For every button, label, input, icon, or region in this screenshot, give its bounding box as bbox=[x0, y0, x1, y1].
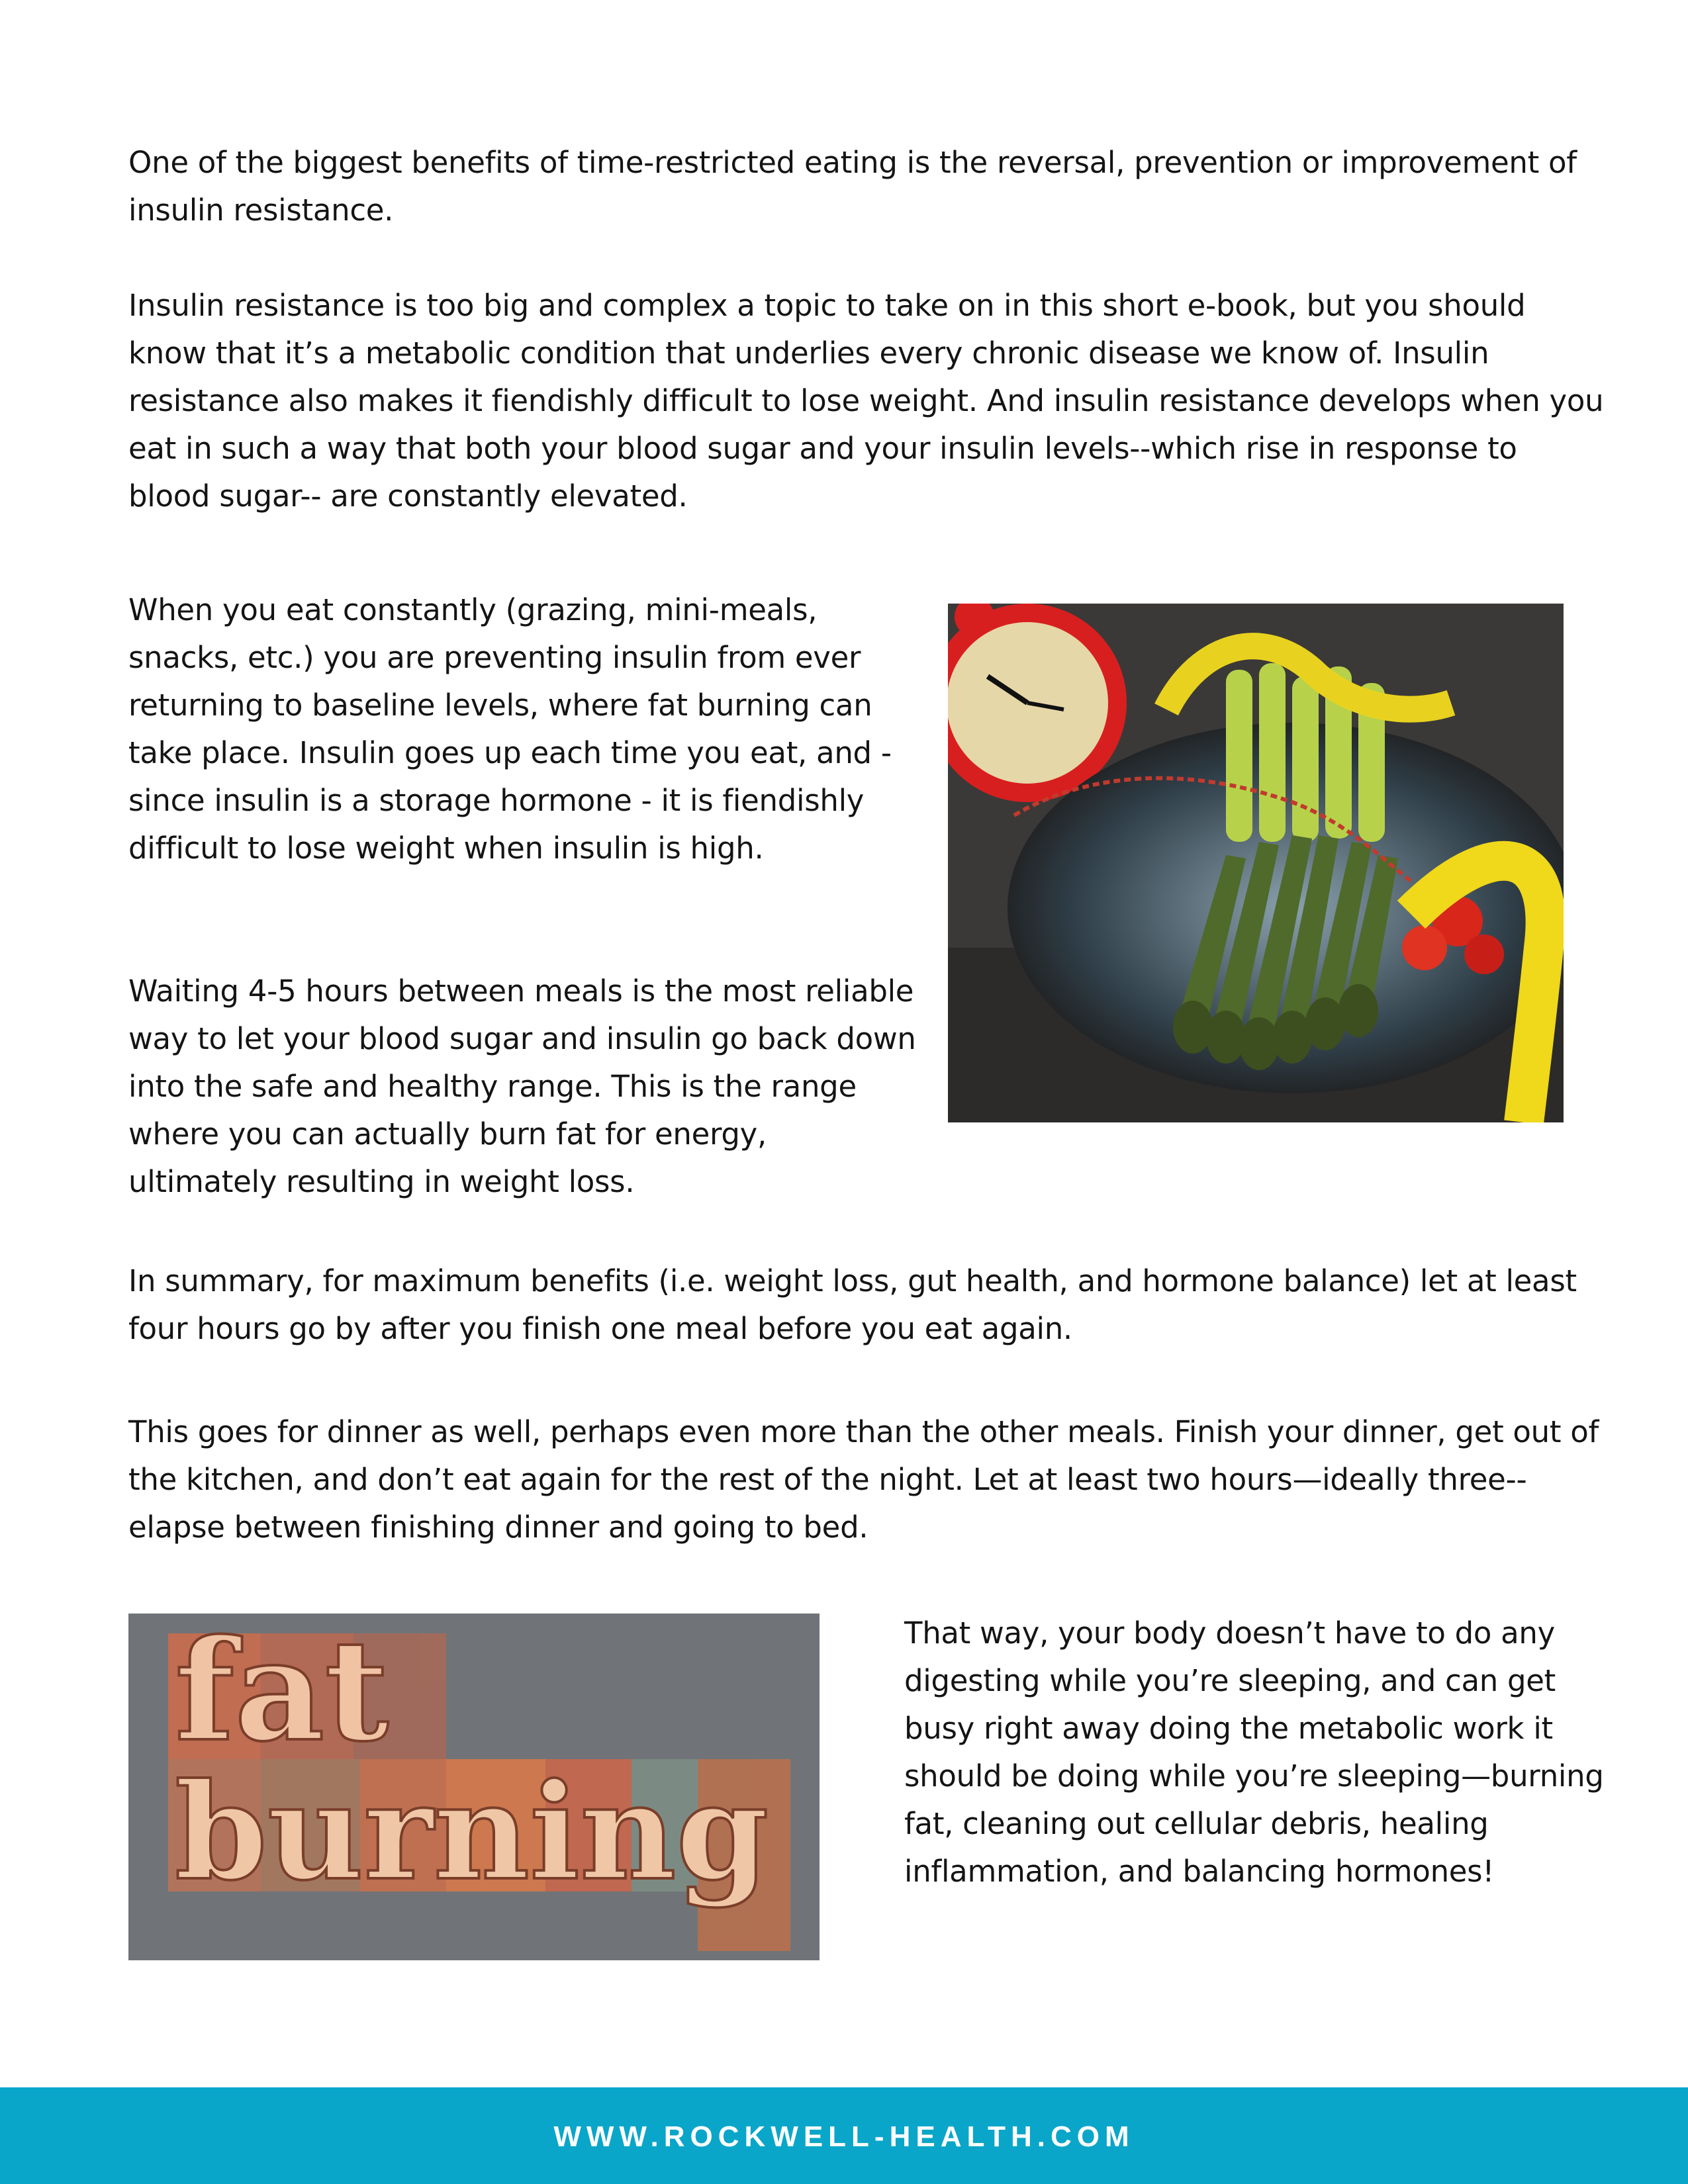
fat-burning-letterpress-photo bbox=[128, 1614, 820, 1960]
footer-bar bbox=[0, 2087, 1688, 2184]
paragraph-sleeping: That way, your body doesn’t have to do any digesting while you’re sleeping, and can get busy right away doing the metabolic work it should be doing while you’re sleeping—burning fat, cleaning out cellular debris, healing inflammation, and balancing hormones! bbox=[904, 1615, 1604, 1889]
paragraph-insulin-resistance: Insulin resistance is too big and complex a topic to take on in this short e-book, but you should know that it’s a metabolic condition that underlies every chronic disease we know of. Insulin resistance also makes it fiendishly difficult to lose weight. And insulin resistance develops when you eat in such a way that both your blood sugar and your insulin levels--which rise in response to blood sugar-- are constantly elevated. bbox=[128, 288, 1604, 514]
paragraph-intro: One of the biggest benefits of time-restricted eating is the reversal, prevention or improvement of insulin resistance. bbox=[128, 145, 1577, 228]
paragraph-summary: In summary, for maximum benefits (i.e. weight loss, gut health, and hormone balance) let at least four hours go by after you finish one meal before you eat again. bbox=[128, 1263, 1577, 1346]
footer-website-link[interactable]: WWW.ROCKWELL-HEALTH.COM bbox=[553, 2120, 1135, 2153]
svg-text:fat: fat bbox=[175, 1614, 389, 1772]
paragraph-dinner: This goes for dinner as well, perhaps even more than the other meals. Finish your dinner, get out of the kitchen, and don’t eat again for the rest of the night. Let at least two hours—ideally three-- elapse between finishing dinner and going to bed. bbox=[128, 1414, 1599, 1545]
svg-text:burning: burning bbox=[175, 1754, 769, 1910]
asparagus-clock-photo bbox=[948, 604, 1564, 1122]
paragraph-waiting: Waiting 4-5 hours between meals is the most reliable way to let your blood sugar and insulin go back down into the safe and healthy range. This is the range where you can actually burn fat for energy, ultimately resulting in weight loss. bbox=[128, 974, 916, 1199]
paragraph-grazing: When you eat constantly (grazing, mini-meals, snacks, etc.) you are preventing insulin from ever returning to baseline levels, where fat burning can take place. Insulin goes up each time you eat, and - since insulin is a storage hormone - it is fiendishly difficult to lose weight when insulin is high. bbox=[128, 592, 892, 866]
